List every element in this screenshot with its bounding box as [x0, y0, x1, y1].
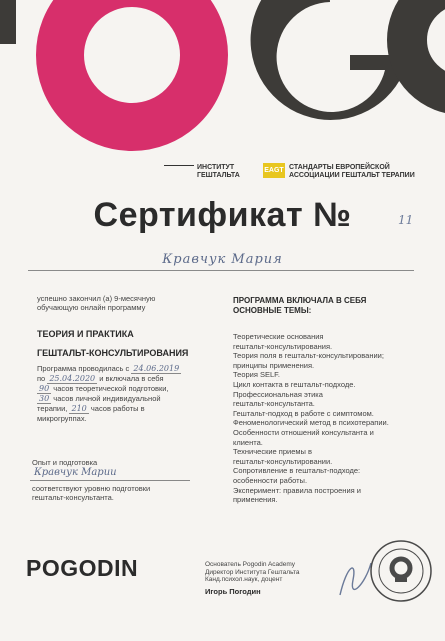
header-big-letters: [0, 0, 445, 160]
date-from: 24.06.2019: [133, 364, 180, 373]
completed-line-2: обучающую онлайн программу: [37, 303, 146, 312]
theory-hours: 90: [39, 384, 50, 393]
completed-line-1: успешно закончил (а) 9-месячную: [37, 294, 156, 303]
course-line-2: ГЕШТАЛЬТ-КОНСУЛЬТИРОВАНИЯ: [37, 348, 189, 358]
topic-line: Цикл контакта в гештальт-подходе.: [233, 379, 356, 389]
topic-line: Теория поля в гештальт-консультировании;: [233, 351, 384, 361]
institute-label: [197, 164, 240, 180]
topic-line: Теоретические основания: [233, 332, 324, 341]
program-heading-line-1: ПРОГРАММА ВКЛЮЧАЛА В СЕБЯ: [233, 296, 367, 305]
topic-line: Гештальт-подход в работе с симптомом.: [233, 408, 374, 418]
level-line-2: гештальт-консультанта.: [32, 493, 114, 502]
letter-p-stem: [0, 0, 16, 44]
standards-line-2: АССОЦИАЦИИ ГЕШТАЛЬТ ТЕРАПИИ: [289, 172, 415, 179]
founder-line-2: Директор Института Гештальта: [205, 568, 300, 576]
eagt-badge: EAGT: [263, 163, 285, 178]
experience-underline: [30, 480, 190, 481]
details-line-5: терапии, 210 часов работы в: [37, 404, 145, 413]
standards-label: [289, 164, 415, 180]
level-line-1: соответствуют уровню подготовки: [32, 484, 151, 493]
level-text: [32, 484, 212, 502]
details-line-2: по 25.04.2020 и включала в себя: [37, 374, 164, 383]
topic-line: Сопротивление в гештальт-подходе:: [233, 466, 361, 476]
topic-line: Теория SELF.: [233, 370, 281, 380]
details-line-6: микрогруппах.: [37, 414, 87, 423]
topic-line: клиента.: [233, 437, 263, 447]
course-line-1: ТЕОРИЯ И ПРАКТИКА: [37, 329, 134, 339]
letter-g-dark: [251, 0, 408, 120]
program-details: [37, 364, 217, 424]
personal-hours: 30: [39, 394, 50, 403]
institute-rule: [164, 165, 194, 166]
details-line-3: 90 часов теоретической подготовки,: [39, 384, 169, 393]
recipient-name: Кравчук Мария: [162, 252, 283, 267]
topic-line: гештальт-консультанта.: [233, 399, 315, 409]
letter-o-right: [407, 0, 445, 95]
program-heading: [233, 296, 413, 316]
group-hours: 210: [71, 404, 87, 413]
founder-name: Игорь Погодин: [205, 587, 261, 596]
topic-line: Феноменологический метод в психотерапии.: [233, 418, 389, 428]
experience-label: Опыт и подготовка: [32, 458, 98, 467]
program-heading-line-2: ОСНОВНЫЕ ТЕМЫ:: [233, 306, 312, 315]
experience-name: Кравчук Марии: [34, 467, 117, 478]
institute-line-2: ГЕШТАЛЬТА: [197, 172, 240, 179]
topic-line: Эксперимент: правила построения и: [233, 485, 361, 495]
logo-text: POGODIN: [26, 555, 139, 581]
details-line-1: Программа проводилась с 24.06.2019: [37, 364, 180, 373]
certificate-number: 11: [398, 213, 414, 227]
recipient-underline: [28, 270, 414, 271]
completed-text: [37, 294, 207, 312]
letter-o-pink: [60, 0, 204, 127]
program-topics: [233, 332, 423, 505]
topic-line: принципы применения.: [233, 360, 315, 370]
date-to: 25.04.2020: [49, 374, 96, 383]
academy-stamp: [368, 538, 434, 604]
institute-line-1: ИНСТИТУТ: [197, 164, 235, 171]
topic-line: гештальт-консультирования.: [233, 341, 333, 351]
topic-line: гештальт-консультировании.: [233, 456, 333, 466]
course-title: [37, 325, 227, 363]
standards-line-1: СТАНДАРТЫ ЕВРОПЕЙСКОЙ: [289, 164, 390, 171]
founder-line-1: Основатель Pogodin Academy: [205, 561, 296, 568]
topic-line: Особенности отношений консультанта и: [233, 427, 374, 437]
details-line-4: 30 часов личной индивидуальной: [39, 394, 161, 403]
topic-line: особенности работы.: [233, 475, 308, 485]
pogodin-logo: [26, 555, 138, 582]
founder-line-3: Канд.психол.наук, доцент: [205, 576, 283, 583]
topic-line: Технические приемы в: [233, 447, 313, 457]
topic-line: Профессиональная этика: [233, 389, 323, 399]
certificate-title: Сертификат №: [93, 196, 352, 234]
founder-info: [205, 561, 355, 584]
topic-line: применения.: [233, 495, 278, 505]
